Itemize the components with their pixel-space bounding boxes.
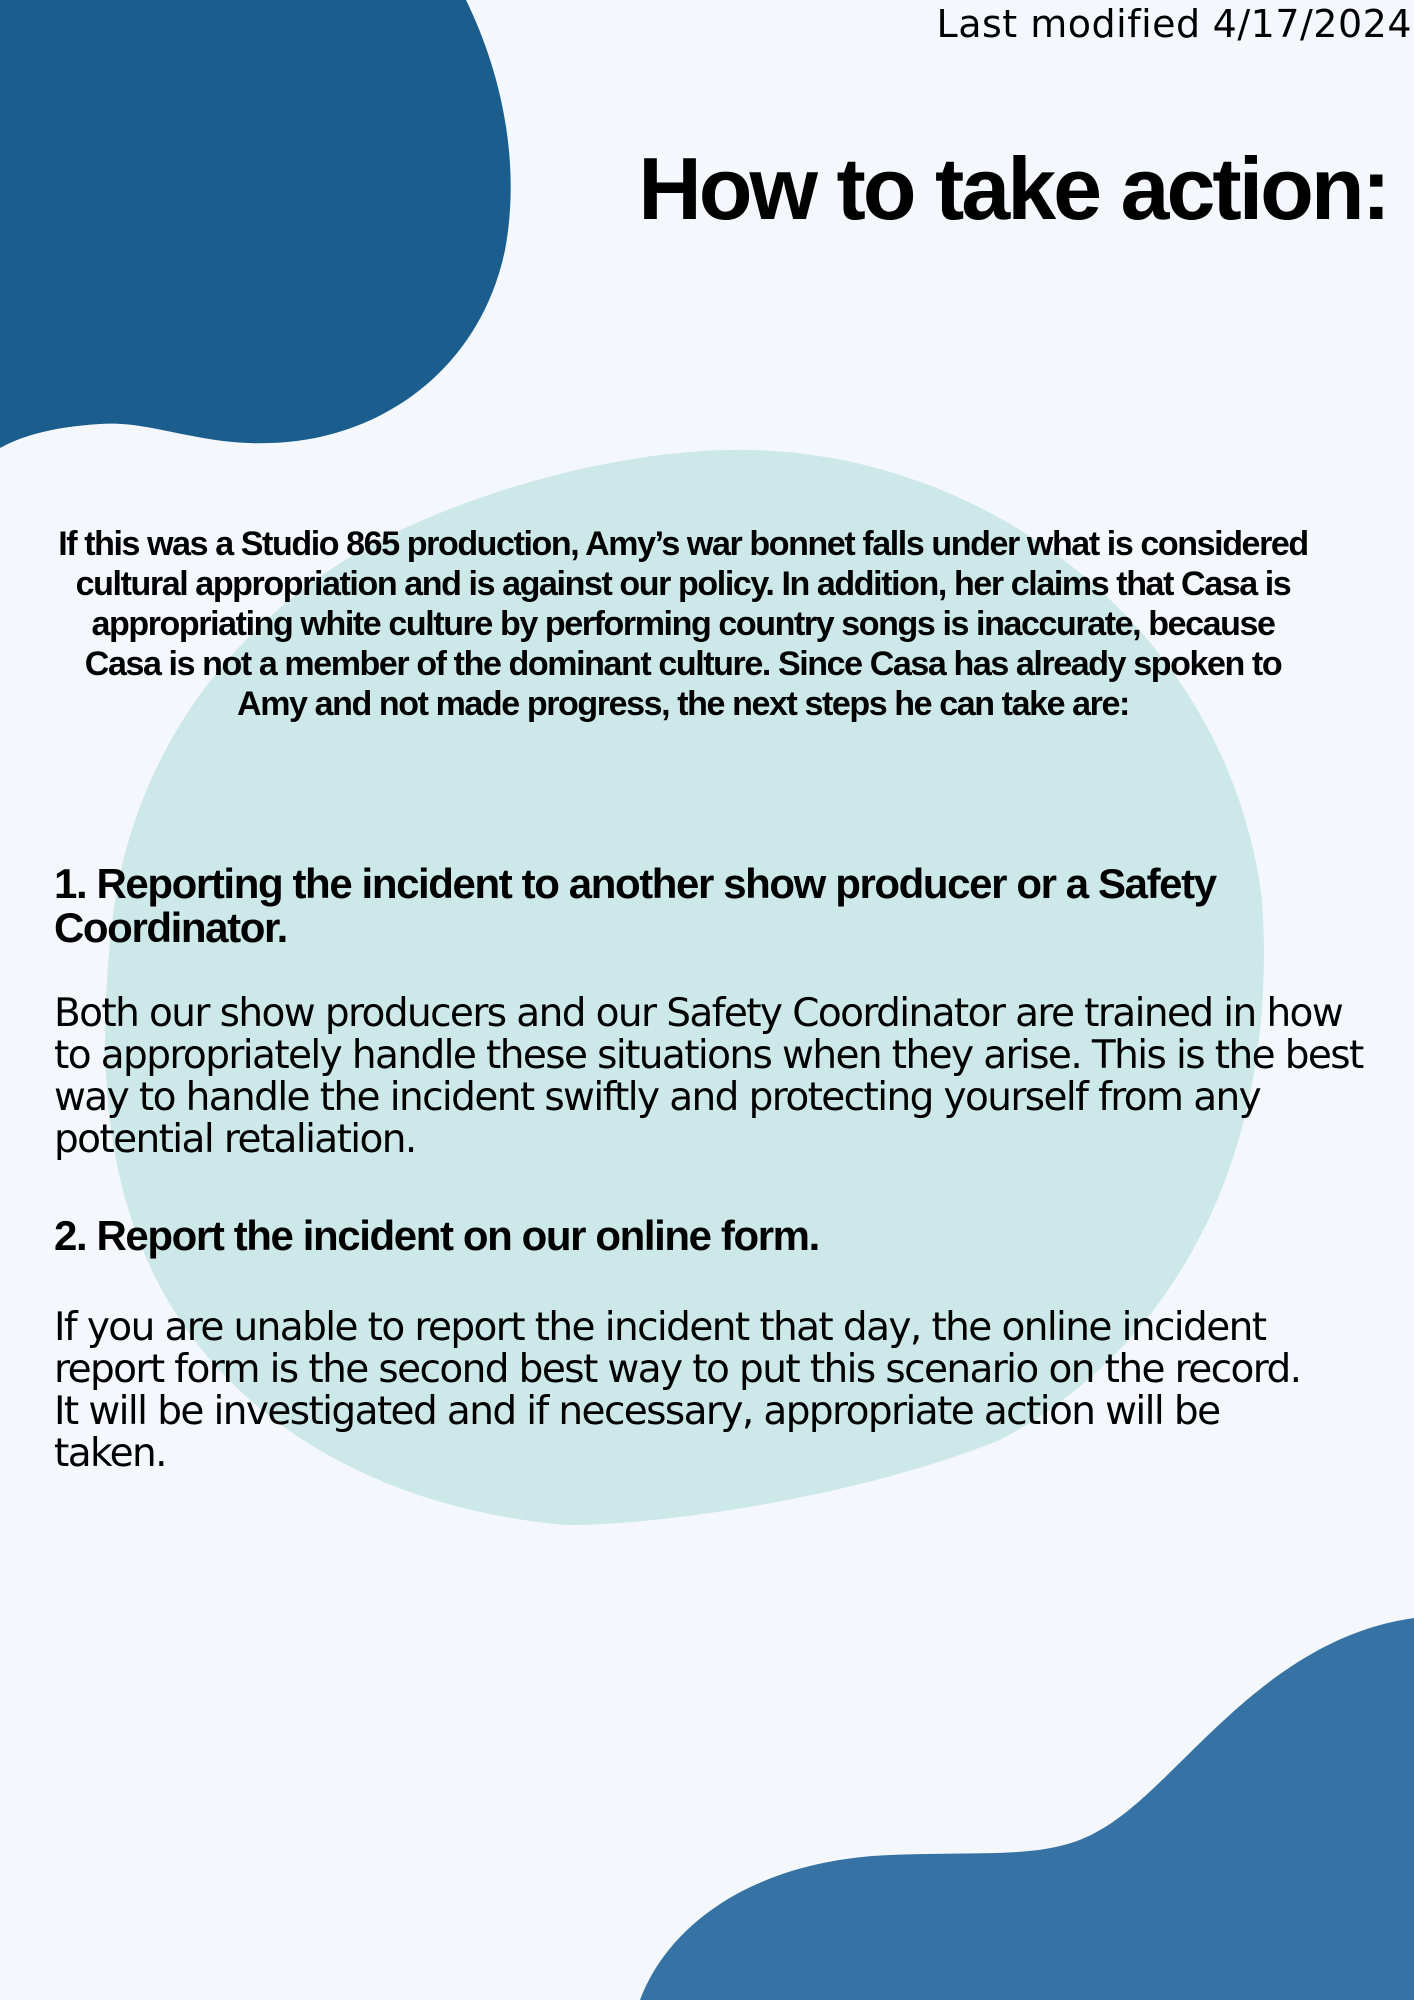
bottom-right-blob xyxy=(640,1618,1414,2000)
last-modified xyxy=(937,2,1412,46)
step-1-body: Both our show producers and our Safety Coordinator are trained in how to appropriately handle these situations when they arise. This is the best way to handle the incident swiftly and protecting yourself from any potential retaliation. xyxy=(54,991,1363,1162)
last-modified-label: Last modified xyxy=(936,2,1201,46)
page-title: How to take action: xyxy=(638,139,1388,238)
step-2-body: If you are unable to report the incident that day, the online incident report form is the second best way to put this scenario on the record. It will be investigated and if necessary, appropriate action will be taken. xyxy=(54,1305,1301,1476)
top-left-blob xyxy=(0,0,511,448)
last-modified-date: 4/17/2024 xyxy=(1212,2,1412,46)
intro-paragraph: If this was a Studio 865 production, Amy’s war bonnet falls under what is considered cultural appropriation and is against our policy. In addition, her claims that Casa is appropriating white culture by performing country songs is inaccurate, because Casa is not a member of the dominant culture. Since Casa has already spoken to Amy and not made progress, the next steps he can take are: xyxy=(58,525,1308,723)
step-1-heading: 1. Reporting the incident to another show producer or a Safety Coordinator. xyxy=(54,860,1216,951)
step-2-heading: 2. Report the incident on our online form. xyxy=(54,1212,819,1259)
